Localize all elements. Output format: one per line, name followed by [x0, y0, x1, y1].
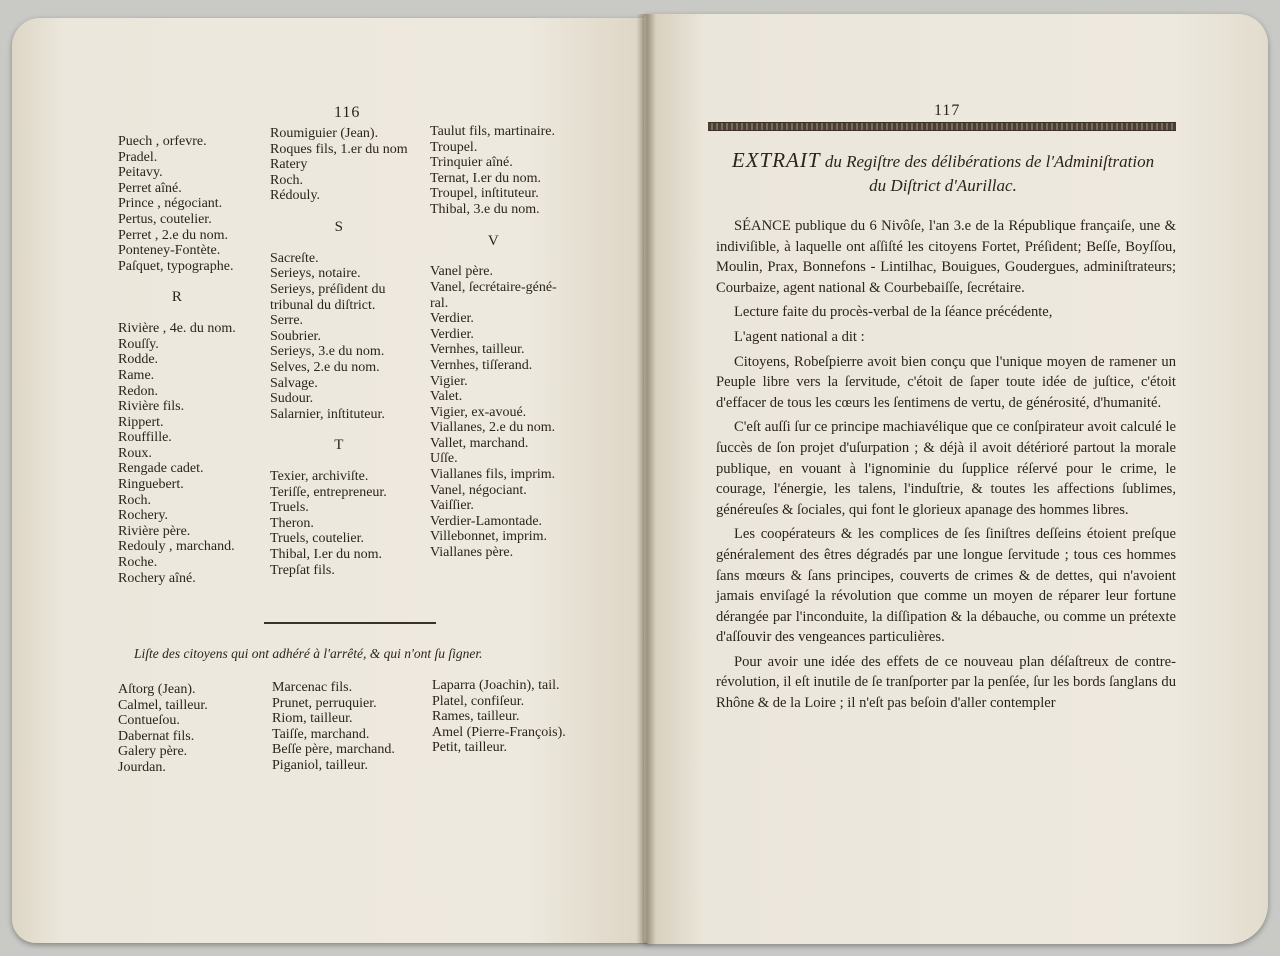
- name-entry: Roche.: [118, 555, 158, 571]
- name-entry: Rivière père.: [118, 523, 191, 539]
- name-entry: Roch.: [118, 492, 152, 508]
- name-entry: Roques fils, 1.er du nom: [270, 141, 408, 157]
- name-entry: Sudour.: [270, 391, 314, 407]
- name-entry: tribunal du diſtrict.: [270, 297, 376, 313]
- name-entry: Texier, archiviſte.: [270, 469, 369, 485]
- name-entry: Salarnier, inſtituteur.: [270, 406, 385, 422]
- list-column-1: [118, 682, 208, 776]
- name-entry: Viallanes fils, imprim.: [430, 467, 556, 483]
- name-entry: Rippert.: [118, 414, 164, 430]
- list-heading: Liſte des citoyens qui ont adhéré à l'arrêté, & qui n'ont ſu ſigner.: [134, 646, 483, 661]
- list-column-3: [432, 678, 566, 756]
- title-extrait: EXTRAIT: [731, 148, 821, 172]
- name-entry: Theron.: [270, 515, 314, 531]
- title-rest: du Regiſtre des délibérations de l'Adminiſtration: [824, 152, 1155, 171]
- paragraph: Citoyens, Robeſpierre avoit bien conçu que l'unique moyen de ramener un Peuple libre vers la ſervitude, c'étoit de ſaper toute idée de juſtice, c'étoit d'effacer de tous les cœurs les ſentimens de vertu, de générosité, d'humanité.: [716, 353, 1176, 411]
- document-title: [708, 148, 1178, 198]
- name-entry: ral.: [430, 295, 449, 311]
- name-entry: Viallanes père.: [430, 545, 514, 561]
- name-entry: Selves, 2.e du nom.: [270, 359, 380, 375]
- list-entry: Contueſou.: [118, 713, 180, 729]
- name-entry: Troupel, inſtituteur.: [430, 186, 539, 202]
- list-column-2: [272, 680, 395, 774]
- book-gutter: [636, 14, 656, 944]
- list-entry: Calmel, tailleur.: [118, 697, 208, 713]
- list-entry: Platel, confiſeur.: [432, 693, 525, 709]
- name-entry: Rouffille.: [118, 430, 172, 446]
- list-entry: Marcenac fils.: [272, 680, 353, 695]
- name-entry: Puech , orfevre.: [118, 134, 207, 149]
- list-entry: Taiſſe, marchand.: [272, 726, 370, 742]
- name-entry: Redon.: [118, 383, 159, 399]
- name-entry: Thibal, 3.e du nom.: [430, 201, 540, 217]
- section-letter: S: [334, 218, 343, 235]
- name-entry: Vaiſſier.: [430, 498, 474, 514]
- name-entry: Trinquier aîné.: [430, 155, 513, 171]
- section-divider: [264, 622, 436, 624]
- name-entry: Perret aîné.: [118, 180, 182, 196]
- names-column-2: [270, 126, 408, 578]
- name-entry: Vigier.: [430, 373, 468, 389]
- name-entry: Salvage.: [270, 375, 318, 391]
- name-entry: Ratery: [270, 157, 308, 173]
- name-entry: Verdier-Lamontade.: [430, 513, 543, 529]
- name-entry: Vigier, ex-avoué.: [430, 404, 527, 420]
- section-letter: T: [334, 437, 344, 454]
- list-entry: Jourdan.: [118, 759, 166, 775]
- name-entry: Vernhes, tiſſerand.: [430, 357, 533, 373]
- name-entry: Ternat, I.er du nom.: [430, 170, 541, 186]
- name-entry: Vanel, ſecrétaire-géné-: [430, 279, 557, 295]
- name-entry: Roux.: [118, 445, 152, 461]
- name-entry: Peitavy.: [118, 165, 163, 181]
- list-entry: Rames, tailleur.: [432, 709, 520, 725]
- name-entry: Soubrier.: [270, 328, 321, 344]
- name-entry: Roumiguier (Jean).: [270, 126, 379, 141]
- names-column-3: [430, 124, 557, 561]
- name-entry: Prince , négociant.: [118, 196, 223, 212]
- name-entry: Serieys, 3.e du nom.: [270, 344, 385, 360]
- section-letter: R: [171, 289, 182, 306]
- name-entry: Uſſe.: [430, 451, 458, 467]
- name-entry: Viallanes, 2.e du nom.: [430, 420, 556, 436]
- ornamental-rule: [708, 122, 1176, 131]
- name-entry: Sacreſte.: [270, 250, 319, 266]
- name-entry: Thibal, I.er du nom.: [270, 547, 382, 563]
- list-entry: Laparra (Joachin), tail.: [432, 678, 560, 693]
- name-entry: Serieys, notaire.: [270, 266, 361, 282]
- name-entry: Pertus, coutelier.: [118, 211, 212, 227]
- name-entry: Rivière fils.: [118, 399, 185, 415]
- name-entry: Vallet, marchand.: [430, 435, 529, 451]
- name-entry: Teriſſe, entrepreneur.: [270, 484, 387, 500]
- name-entry: Pradel.: [118, 149, 158, 165]
- list-entry: Galery père.: [118, 744, 188, 760]
- list-entry: Dabernat fils.: [118, 728, 195, 744]
- name-entry: Rouſſy.: [118, 336, 159, 352]
- list-entry: Riom, tailleur.: [272, 711, 353, 727]
- name-entry: Verdier.: [430, 311, 474, 327]
- name-entry: Perret , 2.e du nom.: [118, 227, 229, 243]
- name-entry: Rengade cadet.: [118, 461, 204, 477]
- name-entry: Serre.: [270, 313, 304, 329]
- list-entry: Piganiol, tailleur.: [272, 757, 369, 773]
- name-entry: Ponteney-Fontète.: [118, 243, 221, 259]
- name-entry: Trepſat fils.: [270, 562, 335, 578]
- name-entry: Paſquet, typographe.: [118, 258, 234, 274]
- name-entry: Vanel, négociant.: [430, 482, 527, 498]
- name-entry: Taulut fils, martinaire.: [430, 124, 555, 139]
- name-entry: Valet.: [430, 389, 463, 405]
- paragraph: Pour avoir une idée des effets de ce nouveau plan déſaſtreux de contre-révolution, il eſt inutile de ſe tranſporter par la penſée, ſur les bords ſanglans du Rhône & de la Loire ; il n'eſt pas beſoin d'aller contempler: [716, 653, 1176, 712]
- name-entry: Rochery aîné.: [118, 570, 196, 586]
- list-entry: Amel (Pierre-François).: [432, 724, 566, 740]
- name-entry: Rame.: [118, 367, 155, 383]
- name-entry: Roch.: [270, 172, 304, 188]
- body-text: [716, 216, 1176, 718]
- name-entry: Truels.: [270, 500, 309, 516]
- name-entry: Rédouly.: [270, 188, 321, 204]
- paragraph: SÉANCE publique du 6 Nivôſe, l'an 3.e de la République françaiſe, une & indiviſible, à laquelle ont aſſiſté les citoyens Fortet, Préſident; Beſſe, Boyſſou, Moulin, Prax, Bonnefons - Lintilhac, Bouigues, Goudergues, adminiſtrateurs; Courbaize, agent national & Courbebaiſſe, ſecrétaire.: [716, 218, 1176, 296]
- paragraph: Lecture faite du procès-verbal de la ſéance précédente,: [734, 304, 1053, 321]
- list-entry: Beſſe père, marchand.: [272, 742, 395, 758]
- section-letter: V: [487, 232, 499, 249]
- name-entry: Vanel père.: [430, 264, 493, 280]
- list-entry: Prunet, perruquier.: [272, 695, 377, 711]
- list-entry: Petit, tailleur.: [432, 740, 508, 756]
- name-entry: Rochery.: [118, 508, 169, 524]
- name-entry: Villebonnet, imprim.: [430, 529, 547, 545]
- name-entry: Redouly , marchand.: [118, 539, 235, 555]
- page-number-right: 117: [934, 102, 961, 119]
- paragraph: Les coopérateurs & les complices de ſes ſiniſtres deſſeins étoient preſque généralement des êtres dégradés par une longue ſervitude ; tous ces hommes ſans mœurs & ſans principes, couverts de crimes & de dettes, qui n'avoient jamais enviſagé la révolution que comme un moyen de réparer leur fortune dérangée par l'inconduite, la diſſipation & la débauche, ou comme un prétexte d'aſſouvir des vengeances particulières.: [716, 526, 1176, 646]
- name-entry: Rodde.: [118, 352, 159, 368]
- paragraph: L'agent national a dit :: [734, 328, 865, 345]
- name-entry: Vernhes, tailleur.: [430, 342, 525, 358]
- list-entry: Aſtorg (Jean).: [118, 682, 196, 697]
- names-column-1: [118, 134, 236, 586]
- paragraph: C'eſt auſſi ſur ce principe machiavélique que ce conſpirateur avoit calculé le ſuccès de ſon projet d'uſurpation ; & déjà il avoit détérioré partout la morale publique, en vouant à l'ignominie du ſupplice réſervé pour le crime, le courage, l'énergie, les talens, l'induſtrie, & toutes les affections ſublimes, généreuſes & ſociales, qui font le glorieux apanage des hommes libres.: [716, 419, 1176, 518]
- name-entry: Rivière , 4e. du nom.: [118, 321, 236, 337]
- name-entry: Troupel.: [430, 139, 478, 155]
- name-entry: Truels, coutelier.: [270, 531, 364, 547]
- page-number-left: 116: [334, 104, 361, 121]
- name-entry: Serieys, préſident du: [270, 281, 386, 297]
- name-entry: Verdier.: [430, 326, 474, 342]
- title-line2: du Diſtrict d'Aurillac.: [869, 176, 1017, 195]
- name-entry: Ringuebert.: [118, 477, 184, 493]
